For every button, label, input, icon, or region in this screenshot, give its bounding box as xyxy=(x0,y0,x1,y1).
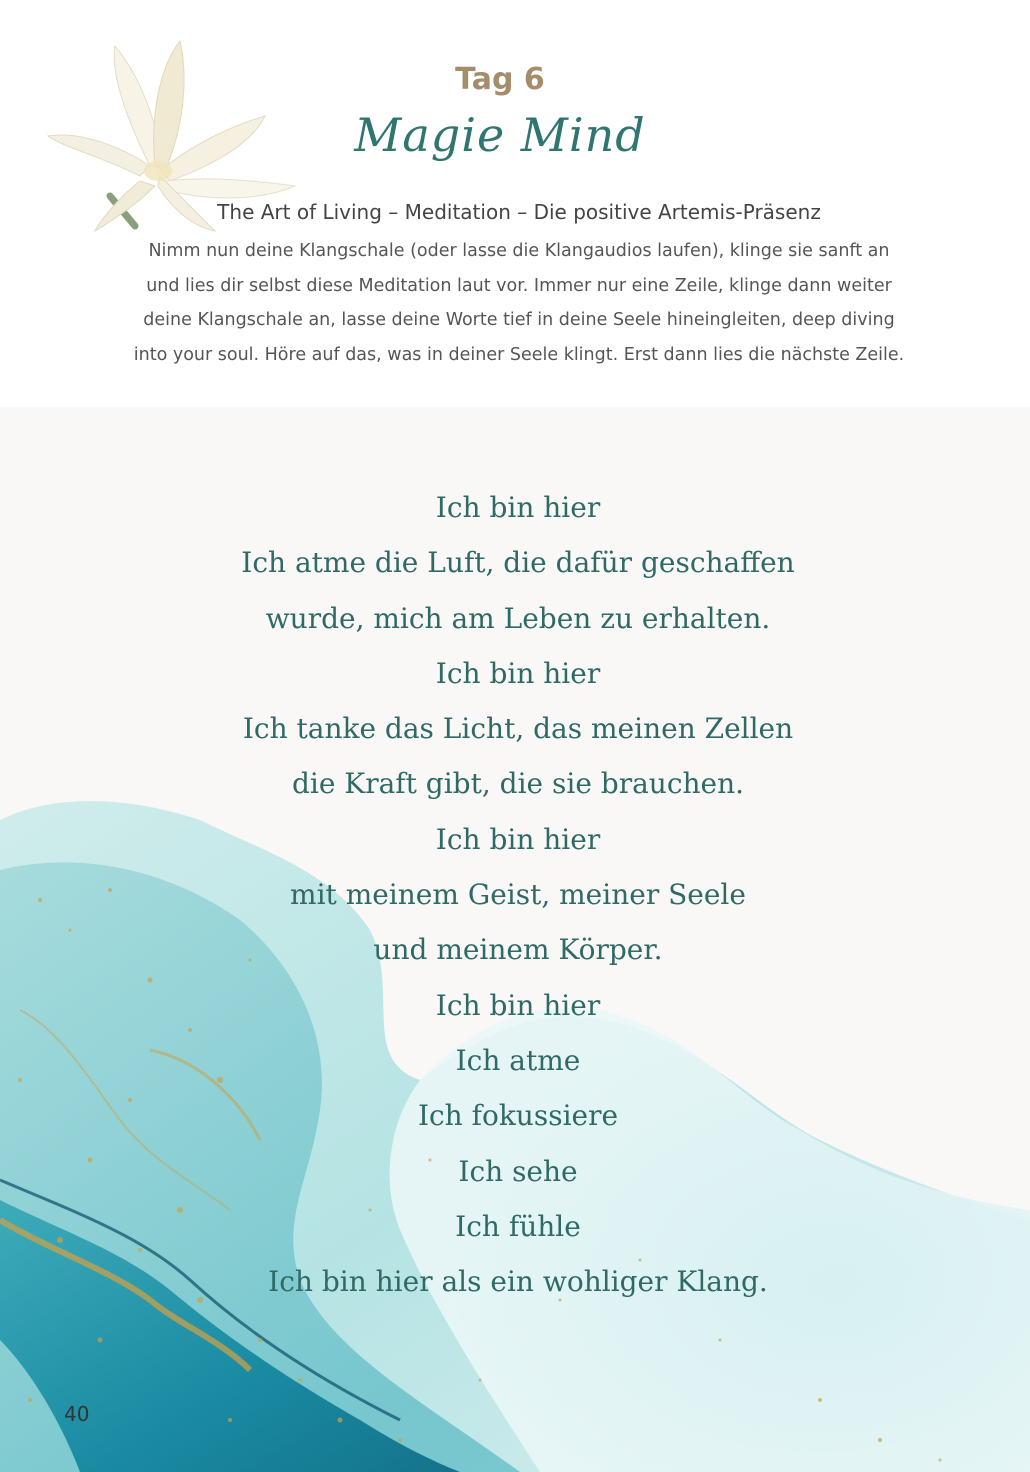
poem-line: mit meinem Geist, meiner Seele xyxy=(290,878,746,912)
poem-line: Ich atme xyxy=(455,1043,581,1077)
poem-line: wurde, mich am Leben zu erhalten. xyxy=(265,601,771,635)
intro-line: deine Klangschale an, lasse deine Worte tief in deine Seele hineingleiten, deep diving xyxy=(143,310,895,331)
poem-line: Ich bin hier als ein wohliger Klang. xyxy=(268,1265,768,1299)
poem-line: Ich fokussiere xyxy=(417,1099,619,1133)
poem-line: Ich bin hier xyxy=(435,656,601,690)
day-heading: Tag 6 xyxy=(455,62,545,97)
poem-line: und meinem Körper. xyxy=(373,933,663,967)
intro-line: into your soul. Höre auf das, was in deiner Seele klingt. Erst dann lies die nächste Zeile. xyxy=(133,345,905,366)
poem-line: Ich bin hier xyxy=(435,491,601,524)
page-title: Magie Mind xyxy=(354,108,646,162)
intro-paragraph xyxy=(120,234,918,373)
page-number: 40 xyxy=(64,1402,90,1426)
meditation-poem xyxy=(0,480,1030,1309)
poem-line: Ich bin hier xyxy=(435,822,601,856)
poem-line: Ich sehe xyxy=(458,1154,578,1188)
intro-line: und lies dir selbst diese Meditation laut vor. Immer nur eine Zeile, klinge dann weiter xyxy=(146,275,892,296)
poem-line: Ich bin hier xyxy=(435,988,601,1022)
poem-line: Ich fühle xyxy=(455,1209,581,1243)
poem-line: die Kraft gibt, die sie brauchen. xyxy=(291,767,745,801)
intro-line: Nimm nun deine Klangschale (oder lasse die Klangaudios laufen), klinge sie sanft an xyxy=(148,241,890,261)
poem-line: Ich tanke das Licht, das meinen Zellen xyxy=(242,712,794,746)
subtitle: The Art of Living – Meditation – Die positive Artemis-Präsenz xyxy=(217,200,821,224)
poem-line: Ich atme die Luft, die dafür geschaffen xyxy=(241,546,795,580)
